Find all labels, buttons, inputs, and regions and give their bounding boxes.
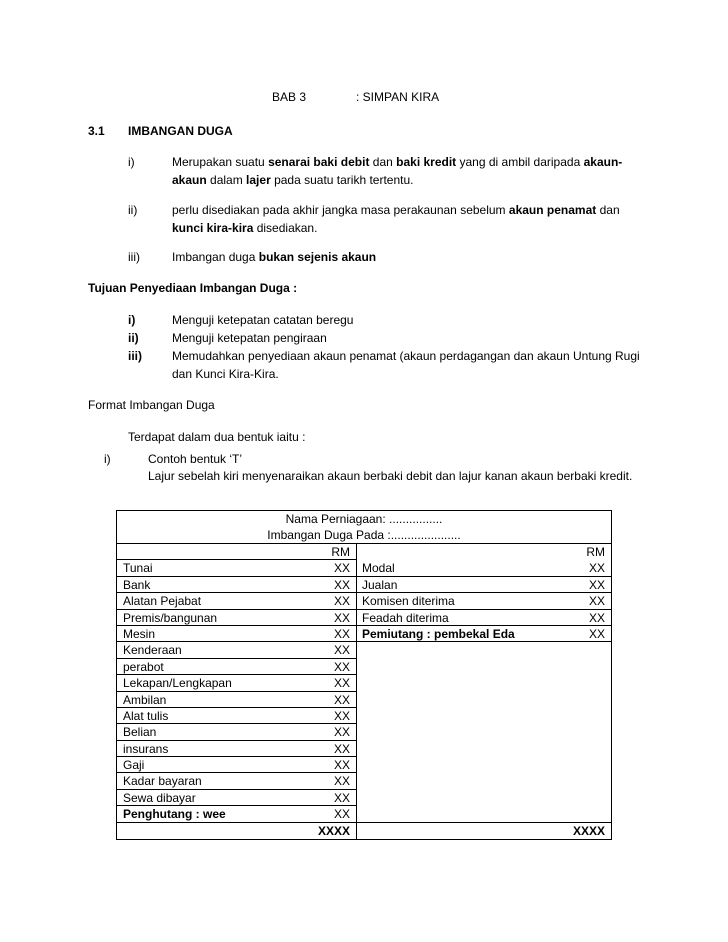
- credit-amount: XX: [588, 561, 605, 576]
- table-row: [117, 790, 611, 806]
- format-intro: Terdapat dalam dua bentuk iaitu :: [128, 430, 306, 444]
- debit-amount: XX: [333, 807, 350, 822]
- table-row: [117, 642, 611, 658]
- debit-amount: XX: [333, 741, 350, 756]
- purpose-3-number: iii): [128, 349, 142, 363]
- definition-1-number: i): [128, 155, 135, 169]
- definition-2-line-2: kunci kira-kira disediakan.: [172, 221, 318, 235]
- form-name: Contoh bentuk ‘T’: [148, 452, 243, 466]
- table-row: [117, 626, 611, 642]
- debit-amount: XX: [333, 626, 350, 641]
- section-number: 3.1: [88, 124, 105, 138]
- debit-amount: XX: [333, 577, 350, 592]
- table-row: [117, 724, 611, 740]
- debit-amount: XX: [333, 676, 350, 691]
- debit-account: Tunai: [123, 561, 153, 576]
- credit-account: Komisen diterima: [362, 594, 455, 609]
- purpose-2-number: ii): [128, 331, 139, 345]
- section-heading: IMBANGAN DUGA: [128, 124, 233, 138]
- debit-account: Lekapan/Lengkapan: [123, 676, 232, 691]
- debit-account: Kadar bayaran: [123, 774, 202, 789]
- chapter-label: BAB 3: [272, 90, 307, 104]
- credit-amount: XX: [588, 626, 605, 641]
- table-row: [117, 757, 611, 773]
- table-row: [117, 708, 611, 724]
- purpose-2-text: Menguji ketepatan pengiraan: [172, 331, 327, 345]
- credit-total: XXXX: [572, 823, 605, 838]
- debit-amount: XX: [333, 790, 350, 805]
- credit-account: Feadah diterima: [362, 610, 449, 625]
- credit-amount: XX: [588, 594, 605, 609]
- debit-account: Mesin: [123, 626, 156, 641]
- table-row: [117, 593, 611, 609]
- definition-3-line-1: Imbangan duga bukan sejenis akaun: [172, 250, 377, 264]
- table-row: [117, 741, 611, 757]
- debit-account: Alat tulis: [123, 708, 169, 723]
- debit-amount: XX: [333, 774, 350, 789]
- table-row: [117, 577, 611, 593]
- purpose-1-text: Menguji ketepatan catatan beregu: [172, 313, 354, 327]
- debit-account: Kenderaan: [123, 643, 182, 658]
- debit-account: perabot: [123, 659, 164, 674]
- table-row: [117, 806, 611, 822]
- debit-amount: XX: [333, 708, 350, 723]
- debit-account: Bank: [123, 577, 151, 592]
- debit-amount: XX: [333, 725, 350, 740]
- definition-1-line-2: akaun dalam lajer pada suatu tarikh tertentu.: [172, 173, 414, 187]
- credit-currency: RM: [586, 545, 605, 559]
- trial-balance-table: [116, 510, 612, 840]
- debit-account: insurans: [123, 741, 169, 756]
- table-row: [117, 773, 611, 789]
- purpose-1-number: i): [128, 313, 136, 327]
- debit-account: Belian: [123, 725, 157, 740]
- form-description: Lajur sebelah kiri menyenaraikan akaun berbaki debit dan lajur kanan akaun berbaki kredit.: [148, 469, 633, 483]
- debit-currency: RM: [331, 545, 350, 559]
- form-number: i): [104, 452, 111, 466]
- table-row: [117, 560, 611, 576]
- debit-amount: XX: [333, 594, 350, 609]
- format-heading: Format Imbangan Duga: [88, 398, 215, 412]
- table-business-name: Nama Perniagaan: ................: [285, 512, 443, 526]
- table-total-row: [117, 823, 611, 839]
- debit-account: Ambilan: [123, 692, 167, 707]
- purpose-3-text-continued: dan Kunci Kira-Kira.: [172, 367, 279, 381]
- definition-3-number: iii): [128, 250, 140, 264]
- debit-total: XXXX: [317, 823, 350, 838]
- debit-account: Premis/bangunan: [123, 610, 218, 625]
- table-row: [117, 659, 611, 675]
- credit-account: Jualan: [362, 577, 398, 592]
- table-row: [117, 610, 611, 626]
- credit-amount: XX: [588, 577, 605, 592]
- debit-amount: XX: [333, 610, 350, 625]
- debit-amount: XX: [333, 561, 350, 576]
- credit-amount: XX: [588, 610, 605, 625]
- debit-account: Penghutang : wee: [123, 807, 226, 822]
- definition-2-line-1: perlu disediakan pada akhir jangka masa perakaunan sebelum akaun penamat dan: [172, 203, 620, 217]
- definition-2-number: ii): [128, 203, 138, 217]
- table-row: [117, 692, 611, 708]
- debit-account: Gaji: [123, 758, 145, 773]
- credit-account: Pemiutang : pembekal Eda: [362, 626, 515, 641]
- purpose-heading: Tujuan Penyediaan Imbangan Duga :: [88, 281, 298, 295]
- debit-account: Sewa dibayar: [123, 790, 196, 805]
- debit-amount: XX: [333, 758, 350, 773]
- credit-account: Modal: [362, 561, 395, 576]
- debit-account: Alatan Pejabat: [123, 594, 202, 609]
- definition-1-line-1: Merupakan suatu senarai baki debit dan baki kredit yang di ambil daripada akaun-: [172, 155, 623, 169]
- table-date-line: Imbangan Duga Pada :.....................: [267, 528, 461, 542]
- purpose-3-text: Memudahkan penyediaan akaun penamat (akaun perdagangan dan akaun Untung Rugi: [172, 349, 640, 363]
- chapter-title: : SIMPAN KIRA: [356, 90, 440, 104]
- debit-amount: XX: [333, 659, 350, 674]
- debit-amount: XX: [333, 692, 350, 707]
- table-row: [117, 675, 611, 691]
- table-currency-row: [117, 543, 611, 560]
- debit-amount: XX: [333, 643, 350, 658]
